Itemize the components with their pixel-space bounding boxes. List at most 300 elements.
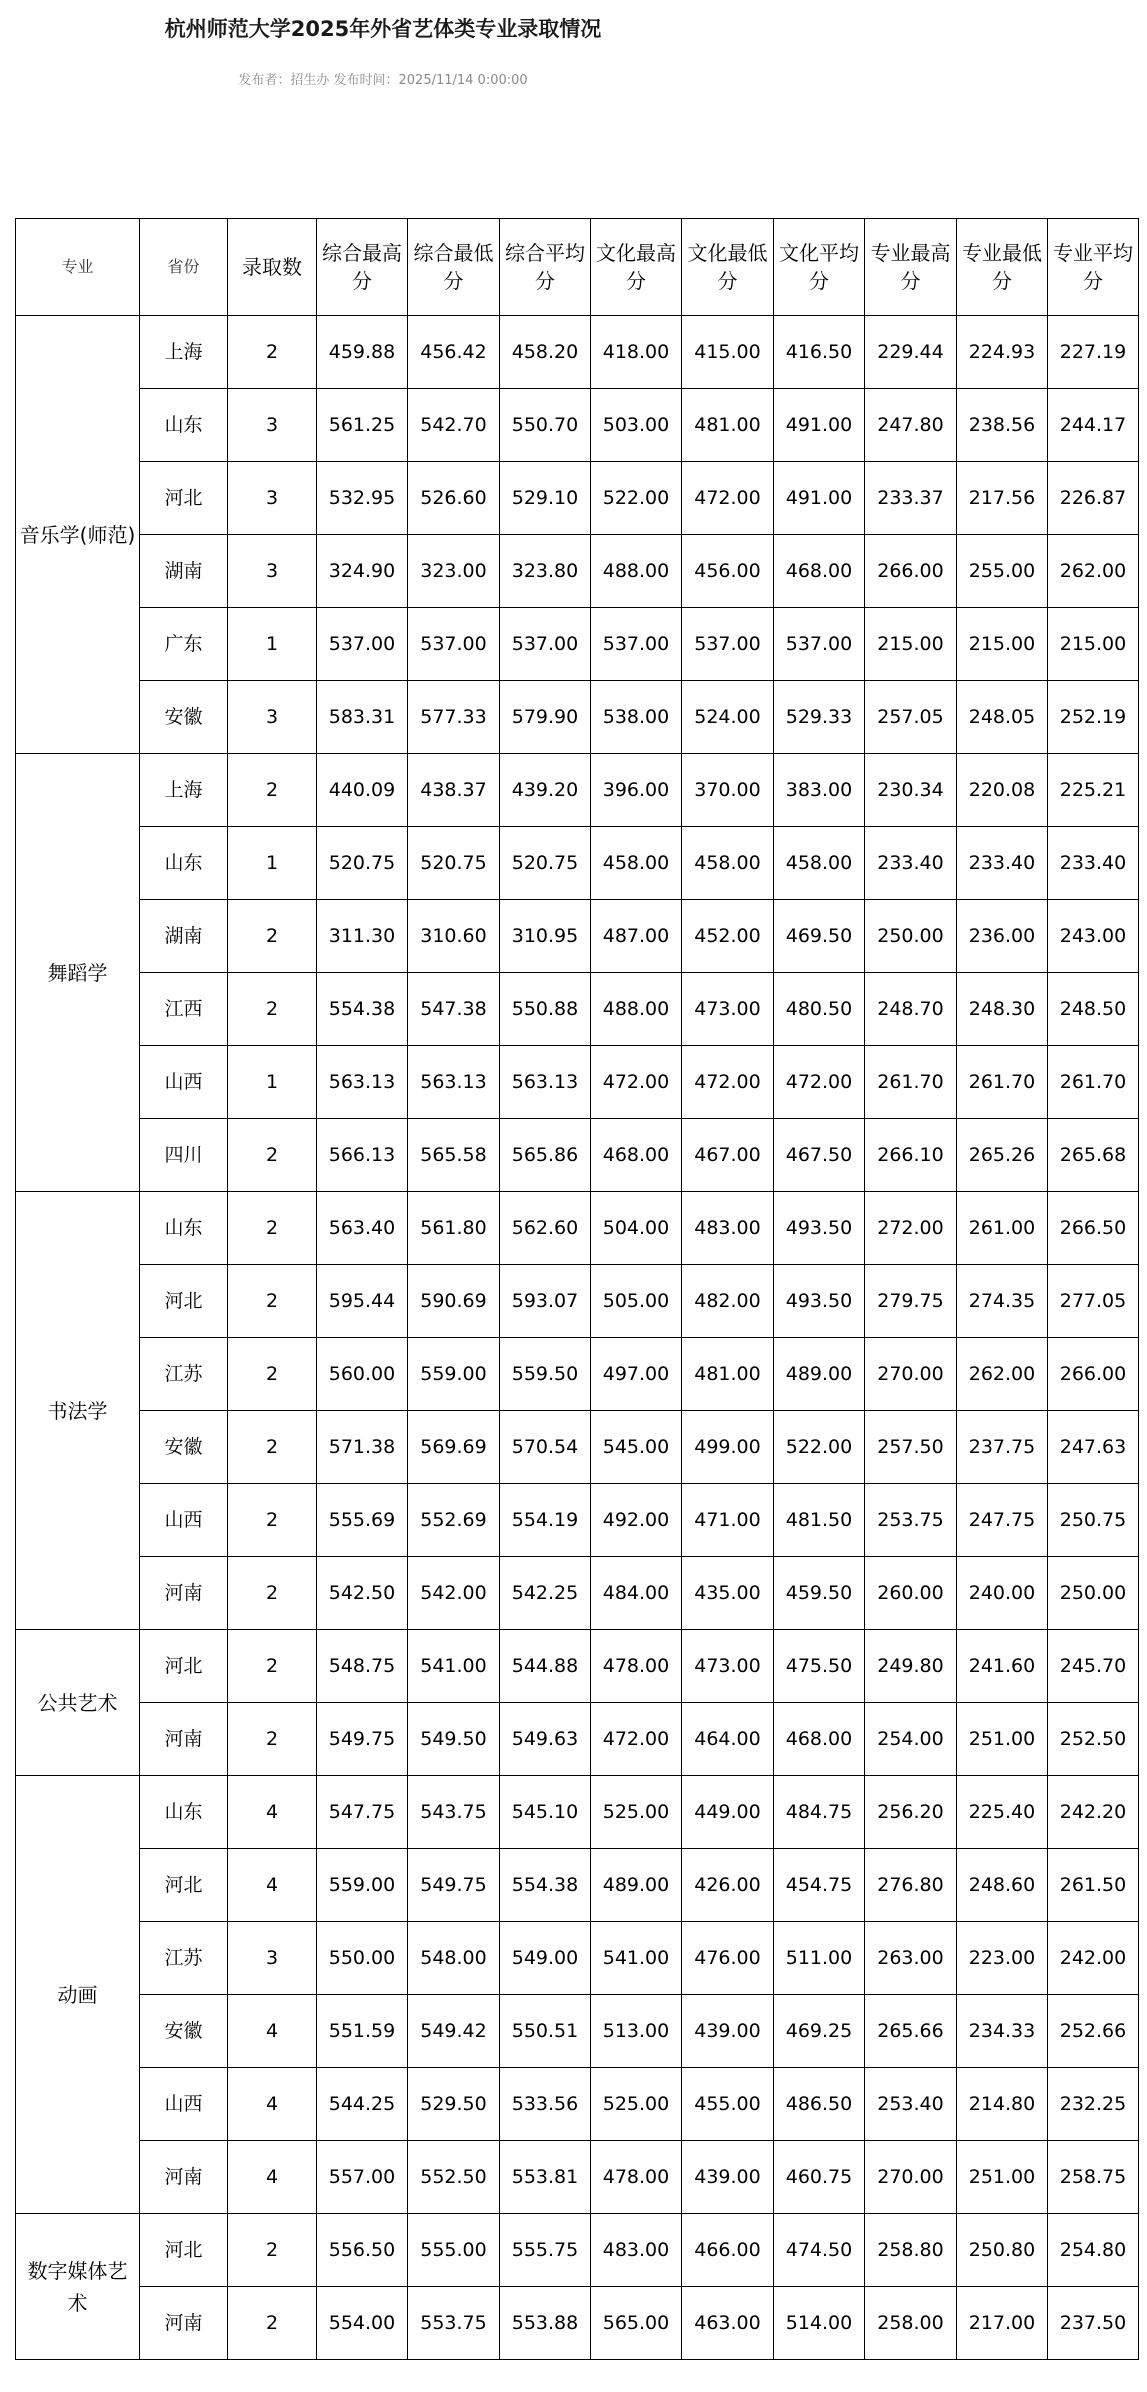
admitted-count-cell: 1 xyxy=(228,608,317,681)
composite-max-cell: 548.75 xyxy=(317,1630,408,1703)
table-row xyxy=(16,1922,1139,1995)
major-score-max-cell: 253.40 xyxy=(865,2068,957,2141)
major-score-avg-cell: 266.50 xyxy=(1048,1192,1139,1265)
culture-avg-cell: 491.00 xyxy=(774,389,865,462)
culture-avg-cell: 489.00 xyxy=(774,1338,865,1411)
major-score-max-cell: 230.34 xyxy=(865,754,957,827)
major-score-avg-cell: 265.68 xyxy=(1048,1119,1139,1192)
composite-avg-cell: 550.88 xyxy=(500,973,591,1046)
admitted-count-cell: 3 xyxy=(228,681,317,754)
culture-max-cell: 565.00 xyxy=(591,2287,682,2360)
culture-max-cell: 478.00 xyxy=(591,2141,682,2214)
major-score-avg-cell: 252.19 xyxy=(1048,681,1139,754)
province-cell: 河南 xyxy=(140,1703,228,1776)
culture-max-cell: 497.00 xyxy=(591,1338,682,1411)
culture-min-cell: 524.00 xyxy=(682,681,774,754)
culture-max-cell: 418.00 xyxy=(591,316,682,389)
composite-min-cell: 543.75 xyxy=(408,1776,500,1849)
admitted-count-cell: 2 xyxy=(228,754,317,827)
major-score-min-cell: 262.00 xyxy=(957,1338,1048,1411)
culture-avg-cell: 514.00 xyxy=(774,2287,865,2360)
admitted-count-cell: 4 xyxy=(228,1776,317,1849)
culture-avg-cell: 480.50 xyxy=(774,973,865,1046)
culture-min-cell: 472.00 xyxy=(682,462,774,535)
table-body xyxy=(16,316,1139,2360)
table-row xyxy=(16,754,1139,827)
culture-max-cell: 483.00 xyxy=(591,2214,682,2287)
table-row xyxy=(16,827,1139,900)
header-province: 省份 xyxy=(140,219,228,316)
province-cell: 山东 xyxy=(140,1192,228,1265)
composite-min-cell: 520.75 xyxy=(408,827,500,900)
major-score-max-cell: 258.00 xyxy=(865,2287,957,2360)
table-row xyxy=(16,973,1139,1046)
major-score-min-cell: 274.35 xyxy=(957,1265,1048,1338)
province-cell: 山西 xyxy=(140,1484,228,1557)
composite-max-cell: 537.00 xyxy=(317,608,408,681)
culture-min-cell: 455.00 xyxy=(682,2068,774,2141)
culture-avg-cell: 481.50 xyxy=(774,1484,865,1557)
major-score-max-cell: 261.70 xyxy=(865,1046,957,1119)
publish-info xyxy=(0,72,766,90)
culture-avg-cell: 459.50 xyxy=(774,1557,865,1630)
major-name-cell: 书法学 xyxy=(16,1192,140,1630)
culture-min-cell: 415.00 xyxy=(682,316,774,389)
culture-min-cell: 370.00 xyxy=(682,754,774,827)
province-cell: 上海 xyxy=(140,754,228,827)
composite-max-cell: 554.00 xyxy=(317,2287,408,2360)
admitted-count-cell: 4 xyxy=(228,2141,317,2214)
composite-avg-cell: 542.25 xyxy=(500,1557,591,1630)
table-row xyxy=(16,1046,1139,1119)
table-row xyxy=(16,2214,1139,2287)
header-major-max: 专业最高分 xyxy=(865,219,957,316)
composite-min-cell: 553.75 xyxy=(408,2287,500,2360)
major-name-cell: 数字媒体艺术 xyxy=(16,2214,140,2360)
header-admitted-count: 录取数 xyxy=(228,219,317,316)
table-row xyxy=(16,900,1139,973)
composite-avg-cell: 559.50 xyxy=(500,1338,591,1411)
culture-max-cell: 537.00 xyxy=(591,608,682,681)
admitted-count-cell: 2 xyxy=(228,316,317,389)
province-cell: 山西 xyxy=(140,1046,228,1119)
culture-max-cell: 545.00 xyxy=(591,1411,682,1484)
composite-avg-cell: 565.86 xyxy=(500,1119,591,1192)
province-cell: 河北 xyxy=(140,1630,228,1703)
culture-avg-cell: 458.00 xyxy=(774,827,865,900)
province-cell: 广东 xyxy=(140,608,228,681)
admitted-count-cell: 3 xyxy=(228,389,317,462)
major-score-max-cell: 233.37 xyxy=(865,462,957,535)
composite-max-cell: 571.38 xyxy=(317,1411,408,1484)
composite-avg-cell: 555.75 xyxy=(500,2214,591,2287)
table-row xyxy=(16,1338,1139,1411)
admitted-count-cell: 2 xyxy=(228,1411,317,1484)
major-score-max-cell: 250.00 xyxy=(865,900,957,973)
composite-max-cell: 544.25 xyxy=(317,2068,408,2141)
publish-time: 2025/11/14 0:00:00 xyxy=(398,73,528,88)
table-row xyxy=(16,1776,1139,1849)
culture-max-cell: 487.00 xyxy=(591,900,682,973)
culture-avg-cell: 491.00 xyxy=(774,462,865,535)
composite-max-cell: 542.50 xyxy=(317,1557,408,1630)
major-score-min-cell: 250.80 xyxy=(957,2214,1048,2287)
culture-min-cell: 426.00 xyxy=(682,1849,774,1922)
major-score-avg-cell: 245.70 xyxy=(1048,1630,1139,1703)
province-cell: 河北 xyxy=(140,1849,228,1922)
table-row xyxy=(16,1192,1139,1265)
major-score-avg-cell: 247.63 xyxy=(1048,1411,1139,1484)
major-score-min-cell: 236.00 xyxy=(957,900,1048,973)
table-row xyxy=(16,1703,1139,1776)
major-score-max-cell: 260.00 xyxy=(865,1557,957,1630)
composite-max-cell: 459.88 xyxy=(317,316,408,389)
culture-avg-cell: 416.50 xyxy=(774,316,865,389)
composite-min-cell: 547.38 xyxy=(408,973,500,1046)
composite-avg-cell: 562.60 xyxy=(500,1192,591,1265)
major-score-min-cell: 265.26 xyxy=(957,1119,1048,1192)
composite-avg-cell: 550.51 xyxy=(500,1995,591,2068)
table-row xyxy=(16,1995,1139,2068)
composite-max-cell: 550.00 xyxy=(317,1922,408,1995)
major-score-avg-cell: 237.50 xyxy=(1048,2287,1139,2360)
culture-min-cell: 481.00 xyxy=(682,1338,774,1411)
culture-max-cell: 513.00 xyxy=(591,1995,682,2068)
composite-min-cell: 549.75 xyxy=(408,1849,500,1922)
culture-min-cell: 449.00 xyxy=(682,1776,774,1849)
province-cell: 江西 xyxy=(140,973,228,1046)
composite-min-cell: 565.58 xyxy=(408,1119,500,1192)
culture-max-cell: 472.00 xyxy=(591,1703,682,1776)
major-score-min-cell: 233.40 xyxy=(957,827,1048,900)
major-score-avg-cell: 227.19 xyxy=(1048,316,1139,389)
table-row xyxy=(16,462,1139,535)
culture-max-cell: 396.00 xyxy=(591,754,682,827)
culture-min-cell: 435.00 xyxy=(682,1557,774,1630)
composite-min-cell: 438.37 xyxy=(408,754,500,827)
major-score-max-cell: 257.50 xyxy=(865,1411,957,1484)
major-score-avg-cell: 254.80 xyxy=(1048,2214,1139,2287)
header-culture-min: 文化最低分 xyxy=(682,219,774,316)
major-score-max-cell: 270.00 xyxy=(865,1338,957,1411)
composite-max-cell: 561.25 xyxy=(317,389,408,462)
culture-max-cell: 489.00 xyxy=(591,1849,682,1922)
admitted-count-cell: 3 xyxy=(228,535,317,608)
composite-min-cell: 561.80 xyxy=(408,1192,500,1265)
table-row xyxy=(16,1119,1139,1192)
province-cell: 河北 xyxy=(140,1265,228,1338)
composite-max-cell: 559.00 xyxy=(317,1849,408,1922)
province-cell: 河南 xyxy=(140,2141,228,2214)
composite-avg-cell: 563.13 xyxy=(500,1046,591,1119)
composite-avg-cell: 520.75 xyxy=(500,827,591,900)
composite-min-cell: 555.00 xyxy=(408,2214,500,2287)
composite-min-cell: 552.69 xyxy=(408,1484,500,1557)
composite-min-cell: 526.60 xyxy=(408,462,500,535)
composite-avg-cell: 553.88 xyxy=(500,2287,591,2360)
province-cell: 河南 xyxy=(140,2287,228,2360)
major-score-avg-cell: 243.00 xyxy=(1048,900,1139,973)
composite-avg-cell: 593.07 xyxy=(500,1265,591,1338)
culture-min-cell: 467.00 xyxy=(682,1119,774,1192)
culture-max-cell: 472.00 xyxy=(591,1046,682,1119)
composite-max-cell: 311.30 xyxy=(317,900,408,973)
culture-avg-cell: 467.50 xyxy=(774,1119,865,1192)
culture-max-cell: 505.00 xyxy=(591,1265,682,1338)
major-score-min-cell: 223.00 xyxy=(957,1922,1048,1995)
composite-max-cell: 557.00 xyxy=(317,2141,408,2214)
publisher-name: 招生办 xyxy=(290,73,330,88)
admitted-count-cell: 1 xyxy=(228,827,317,900)
major-score-avg-cell: 277.05 xyxy=(1048,1265,1139,1338)
major-score-min-cell: 220.08 xyxy=(957,754,1048,827)
admitted-count-cell: 2 xyxy=(228,1484,317,1557)
major-score-max-cell: 272.00 xyxy=(865,1192,957,1265)
culture-avg-cell: 469.25 xyxy=(774,1995,865,2068)
major-name-cell: 公共艺术 xyxy=(16,1630,140,1776)
culture-min-cell: 537.00 xyxy=(682,608,774,681)
major-score-max-cell: 258.80 xyxy=(865,2214,957,2287)
major-score-avg-cell: 258.75 xyxy=(1048,2141,1139,2214)
major-score-min-cell: 237.75 xyxy=(957,1411,1048,1484)
culture-avg-cell: 454.75 xyxy=(774,1849,865,1922)
culture-avg-cell: 537.00 xyxy=(774,608,865,681)
composite-max-cell: 547.75 xyxy=(317,1776,408,1849)
province-cell: 河北 xyxy=(140,462,228,535)
admitted-count-cell: 2 xyxy=(228,973,317,1046)
major-score-max-cell: 279.75 xyxy=(865,1265,957,1338)
admitted-count-cell: 2 xyxy=(228,1703,317,1776)
composite-avg-cell: 579.90 xyxy=(500,681,591,754)
composite-min-cell: 548.00 xyxy=(408,1922,500,1995)
culture-max-cell: 458.00 xyxy=(591,827,682,900)
composite-min-cell: 552.50 xyxy=(408,2141,500,2214)
culture-max-cell: 538.00 xyxy=(591,681,682,754)
culture-avg-cell: 475.50 xyxy=(774,1630,865,1703)
composite-min-cell: 569.69 xyxy=(408,1411,500,1484)
admitted-count-cell: 2 xyxy=(228,1557,317,1630)
composite-avg-cell: 550.70 xyxy=(500,389,591,462)
culture-min-cell: 464.00 xyxy=(682,1703,774,1776)
table-row xyxy=(16,1849,1139,1922)
composite-avg-cell: 310.95 xyxy=(500,900,591,973)
culture-max-cell: 488.00 xyxy=(591,973,682,1046)
culture-min-cell: 456.00 xyxy=(682,535,774,608)
header-composite-max: 综合最高分 xyxy=(317,219,408,316)
composite-max-cell: 563.13 xyxy=(317,1046,408,1119)
table-row xyxy=(16,1557,1139,1630)
major-score-avg-cell: 261.70 xyxy=(1048,1046,1139,1119)
major-score-min-cell: 261.70 xyxy=(957,1046,1048,1119)
table-row xyxy=(16,389,1139,462)
composite-max-cell: 566.13 xyxy=(317,1119,408,1192)
composite-avg-cell: 554.38 xyxy=(500,1849,591,1922)
culture-min-cell: 499.00 xyxy=(682,1411,774,1484)
province-cell: 安徽 xyxy=(140,681,228,754)
composite-min-cell: 549.50 xyxy=(408,1703,500,1776)
header-major: 专业 xyxy=(16,219,140,316)
major-score-max-cell: 229.44 xyxy=(865,316,957,389)
province-cell: 江苏 xyxy=(140,1338,228,1411)
major-score-min-cell: 225.40 xyxy=(957,1776,1048,1849)
admitted-count-cell: 2 xyxy=(228,1338,317,1411)
publish-time-label: 发布时间： xyxy=(333,73,399,88)
major-score-min-cell: 251.00 xyxy=(957,1703,1048,1776)
major-score-min-cell: 251.00 xyxy=(957,2141,1048,2214)
composite-min-cell: 542.00 xyxy=(408,1557,500,1630)
admitted-count-cell: 4 xyxy=(228,1995,317,2068)
culture-max-cell: 492.00 xyxy=(591,1484,682,1557)
admitted-count-cell: 2 xyxy=(228,2214,317,2287)
header-culture-max: 文化最高分 xyxy=(591,219,682,316)
culture-max-cell: 522.00 xyxy=(591,462,682,535)
major-score-max-cell: 276.80 xyxy=(865,1849,957,1922)
composite-max-cell: 554.38 xyxy=(317,973,408,1046)
major-score-avg-cell: 233.40 xyxy=(1048,827,1139,900)
major-score-max-cell: 265.66 xyxy=(865,1995,957,2068)
admitted-count-cell: 4 xyxy=(228,2068,317,2141)
major-score-max-cell: 253.75 xyxy=(865,1484,957,1557)
composite-max-cell: 440.09 xyxy=(317,754,408,827)
composite-max-cell: 555.69 xyxy=(317,1484,408,1557)
admitted-count-cell: 2 xyxy=(228,1265,317,1338)
composite-min-cell: 537.00 xyxy=(408,608,500,681)
major-score-max-cell: 249.80 xyxy=(865,1630,957,1703)
culture-min-cell: 439.00 xyxy=(682,2141,774,2214)
composite-min-cell: 577.33 xyxy=(408,681,500,754)
major-score-max-cell: 248.70 xyxy=(865,973,957,1046)
culture-max-cell: 478.00 xyxy=(591,1630,682,1703)
composite-avg-cell: 533.56 xyxy=(500,2068,591,2141)
page-title: 杭州师范大学2025年外省艺体类专业录取情况 xyxy=(164,17,602,41)
culture-min-cell: 458.00 xyxy=(682,827,774,900)
major-score-avg-cell: 250.75 xyxy=(1048,1484,1139,1557)
culture-max-cell: 525.00 xyxy=(591,1776,682,1849)
composite-avg-cell: 549.63 xyxy=(500,1703,591,1776)
table-row xyxy=(16,2141,1139,2214)
culture-avg-cell: 493.50 xyxy=(774,1192,865,1265)
province-cell: 河北 xyxy=(140,2214,228,2287)
composite-max-cell: 560.00 xyxy=(317,1338,408,1411)
province-cell: 四川 xyxy=(140,1119,228,1192)
composite-min-cell: 549.42 xyxy=(408,1995,500,2068)
table-row xyxy=(16,2287,1139,2360)
culture-min-cell: 463.00 xyxy=(682,2287,774,2360)
admitted-count-cell: 3 xyxy=(228,462,317,535)
major-score-min-cell: 217.00 xyxy=(957,2287,1048,2360)
culture-avg-cell: 460.75 xyxy=(774,2141,865,2214)
culture-min-cell: 473.00 xyxy=(682,973,774,1046)
major-score-min-cell: 255.00 xyxy=(957,535,1048,608)
culture-min-cell: 472.00 xyxy=(682,1046,774,1119)
admitted-count-cell: 2 xyxy=(228,2287,317,2360)
culture-max-cell: 484.00 xyxy=(591,1557,682,1630)
major-score-min-cell: 240.00 xyxy=(957,1557,1048,1630)
composite-min-cell: 541.00 xyxy=(408,1630,500,1703)
major-score-max-cell: 266.10 xyxy=(865,1119,957,1192)
culture-max-cell: 503.00 xyxy=(591,389,682,462)
culture-min-cell: 482.00 xyxy=(682,1265,774,1338)
major-score-avg-cell: 262.00 xyxy=(1048,535,1139,608)
major-score-avg-cell: 252.50 xyxy=(1048,1703,1139,1776)
major-score-avg-cell: 242.00 xyxy=(1048,1922,1139,1995)
province-cell: 安徽 xyxy=(140,1411,228,1484)
admitted-count-cell: 3 xyxy=(228,1922,317,1995)
major-score-avg-cell: 266.00 xyxy=(1048,1338,1139,1411)
culture-avg-cell: 486.50 xyxy=(774,2068,865,2141)
major-score-min-cell: 261.00 xyxy=(957,1192,1048,1265)
major-score-avg-cell: 225.21 xyxy=(1048,754,1139,827)
major-score-max-cell: 233.40 xyxy=(865,827,957,900)
major-score-min-cell: 238.56 xyxy=(957,389,1048,462)
major-score-max-cell: 263.00 xyxy=(865,1922,957,1995)
table-row xyxy=(16,608,1139,681)
culture-max-cell: 525.00 xyxy=(591,2068,682,2141)
culture-avg-cell: 468.00 xyxy=(774,535,865,608)
major-score-max-cell: 215.00 xyxy=(865,608,957,681)
major-score-max-cell: 257.05 xyxy=(865,681,957,754)
province-cell: 山东 xyxy=(140,389,228,462)
major-score-min-cell: 215.00 xyxy=(957,608,1048,681)
composite-min-cell: 563.13 xyxy=(408,1046,500,1119)
composite-avg-cell: 544.88 xyxy=(500,1630,591,1703)
major-score-max-cell: 254.00 xyxy=(865,1703,957,1776)
major-score-min-cell: 214.80 xyxy=(957,2068,1048,2141)
major-score-avg-cell: 250.00 xyxy=(1048,1557,1139,1630)
culture-max-cell: 468.00 xyxy=(591,1119,682,1192)
province-cell: 山西 xyxy=(140,2068,228,2141)
major-score-max-cell: 256.20 xyxy=(865,1776,957,1849)
major-score-max-cell: 270.00 xyxy=(865,2141,957,2214)
table-row xyxy=(16,2068,1139,2141)
admitted-count-cell: 4 xyxy=(228,1849,317,1922)
table-row xyxy=(16,1411,1139,1484)
major-score-avg-cell: 232.25 xyxy=(1048,2068,1139,2141)
admitted-count-cell: 2 xyxy=(228,1192,317,1265)
major-score-min-cell: 248.05 xyxy=(957,681,1048,754)
composite-max-cell: 583.31 xyxy=(317,681,408,754)
culture-min-cell: 452.00 xyxy=(682,900,774,973)
header-major-min: 专业最低分 xyxy=(957,219,1048,316)
province-cell: 上海 xyxy=(140,316,228,389)
header-major-avg: 专业平均分 xyxy=(1048,219,1139,316)
composite-avg-cell: 529.10 xyxy=(500,462,591,535)
culture-avg-cell: 468.00 xyxy=(774,1703,865,1776)
table-row xyxy=(16,681,1139,754)
province-cell: 河南 xyxy=(140,1557,228,1630)
header-culture-avg: 文化平均分 xyxy=(774,219,865,316)
culture-min-cell: 473.00 xyxy=(682,1630,774,1703)
composite-max-cell: 551.59 xyxy=(317,1995,408,2068)
composite-max-cell: 563.40 xyxy=(317,1192,408,1265)
major-score-min-cell: 234.33 xyxy=(957,1995,1048,2068)
composite-max-cell: 549.75 xyxy=(317,1703,408,1776)
culture-avg-cell: 472.00 xyxy=(774,1046,865,1119)
composite-min-cell: 590.69 xyxy=(408,1265,500,1338)
major-score-min-cell: 248.60 xyxy=(957,1849,1048,1922)
major-score-avg-cell: 252.66 xyxy=(1048,1995,1139,2068)
major-score-max-cell: 266.00 xyxy=(865,535,957,608)
composite-min-cell: 323.00 xyxy=(408,535,500,608)
province-cell: 湖南 xyxy=(140,535,228,608)
culture-min-cell: 471.00 xyxy=(682,1484,774,1557)
major-name-cell: 舞蹈学 xyxy=(16,754,140,1192)
composite-min-cell: 542.70 xyxy=(408,389,500,462)
composite-avg-cell: 570.54 xyxy=(500,1411,591,1484)
province-cell: 安徽 xyxy=(140,1995,228,2068)
culture-max-cell: 541.00 xyxy=(591,1922,682,1995)
composite-max-cell: 532.95 xyxy=(317,462,408,535)
